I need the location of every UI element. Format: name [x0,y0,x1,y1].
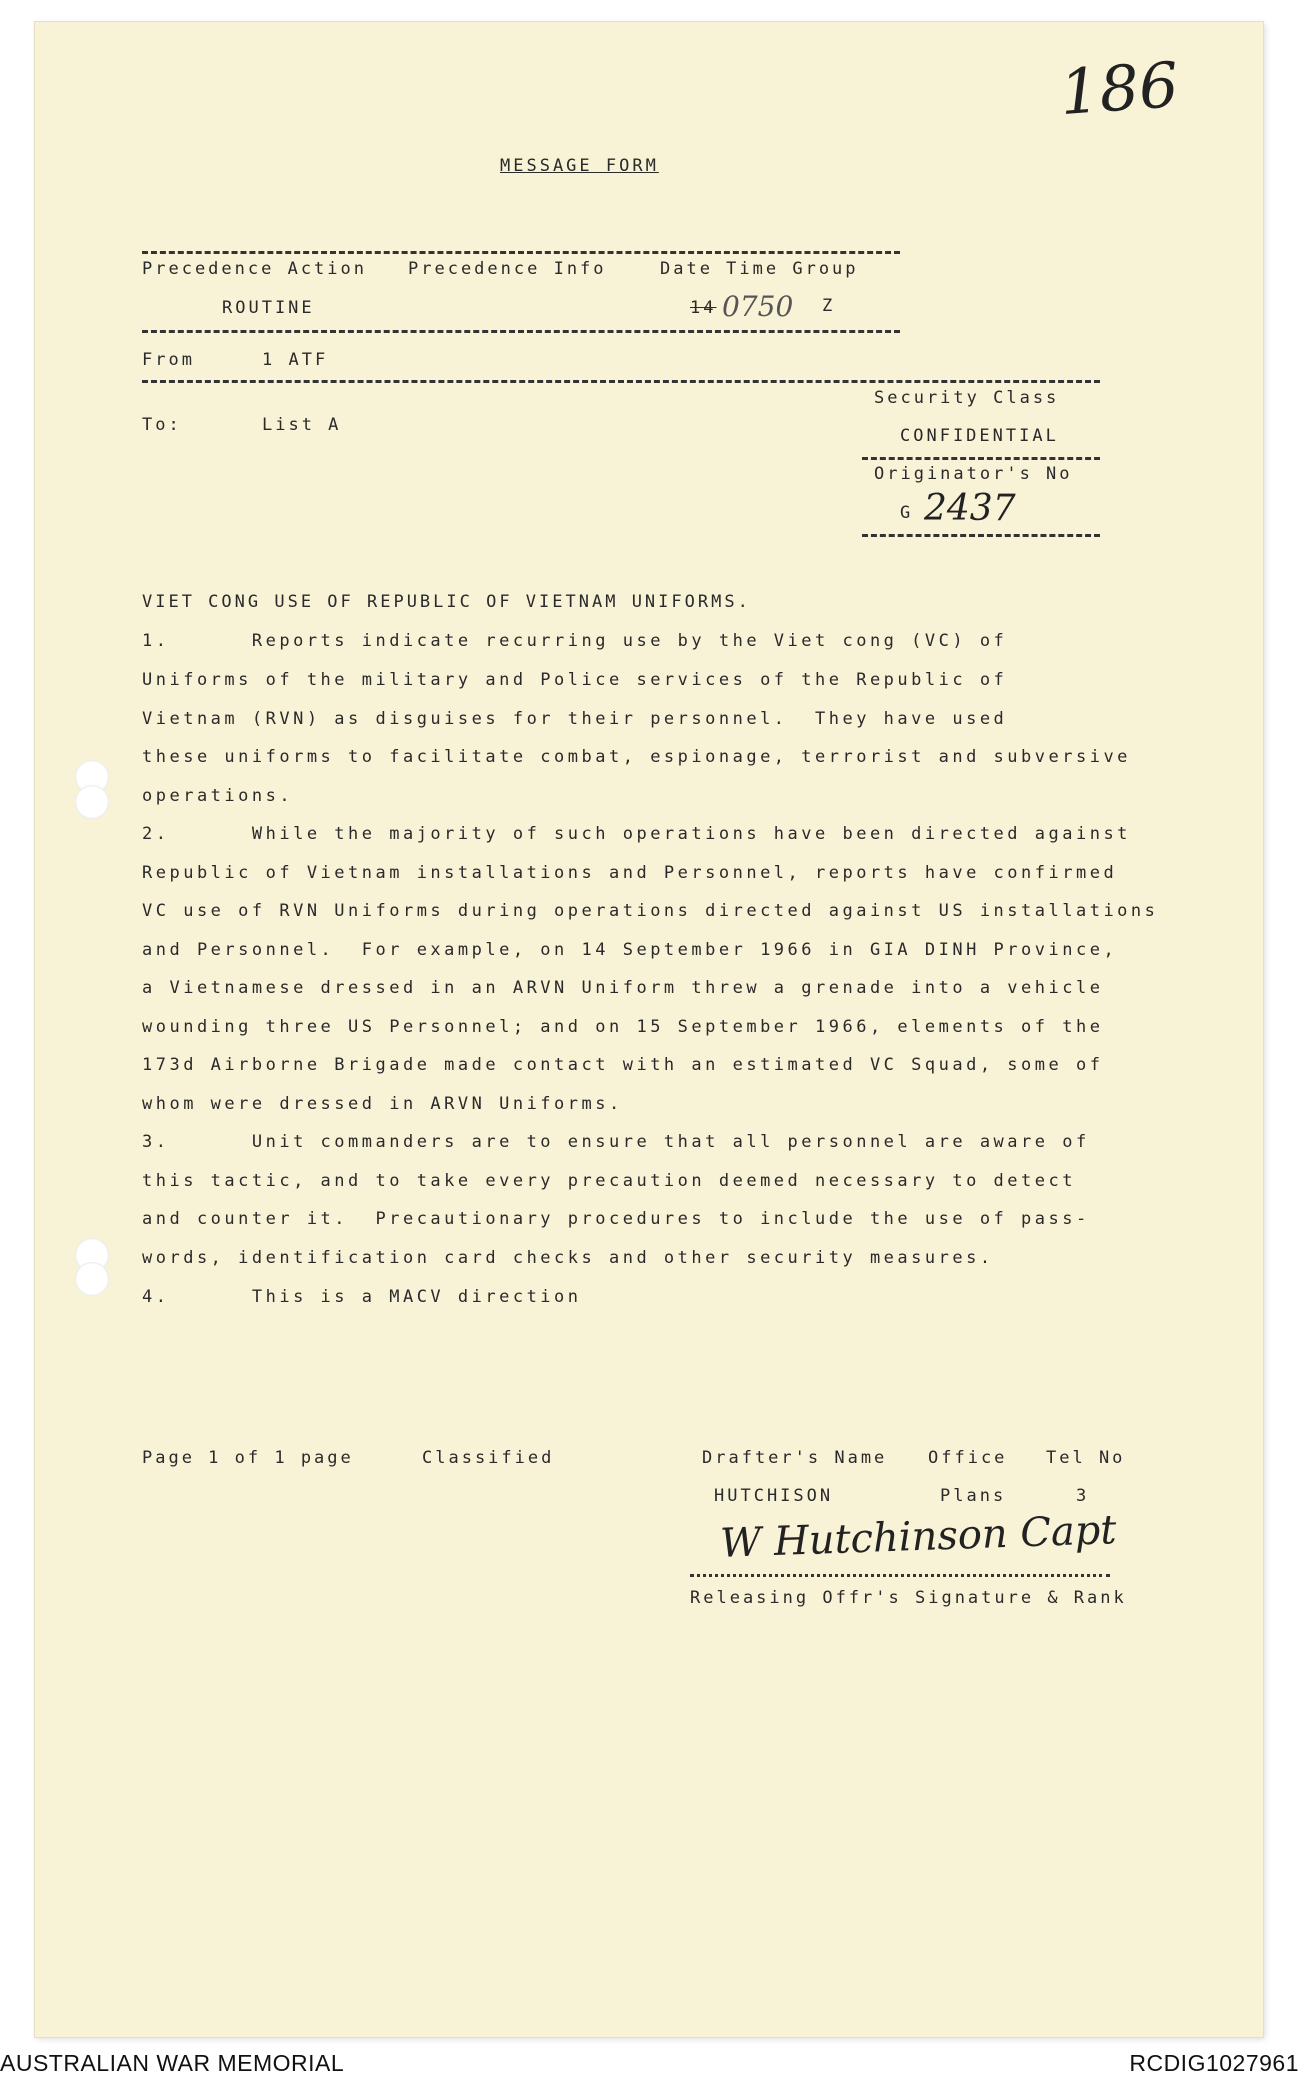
office-label: Office [928,1448,1008,1468]
releasing-officer-label: Releasing Offr's Signature & Rank [690,1588,1127,1608]
dtg-zone: Z [822,296,836,316]
dtg-day: 14 [690,298,717,318]
body-line: this tactic, and to take every precaution deemed necessary to detect [142,1171,1076,1191]
body-line: 3. Unit commanders are to ensure that all personnel are aware of [142,1132,1090,1152]
body-line: Republic of Vietnam installations and Personnel, reports have confirmed [142,863,1118,883]
signature: W Hutchinson Capt [719,1507,1118,1567]
handwritten-page-number: 186 [1057,47,1181,130]
divider-line [862,457,1100,460]
punch-hole-top-b [75,785,109,819]
to-label: To: [142,415,182,435]
body-line: a Vietnamese dressed in an ARVN Uniform threw a grenade into a vehicle [142,978,1104,998]
body-line: and Personnel. For example, on 14 September 1966 in GIA DINH Province, [142,940,1118,960]
tel-no-value: 3 [1076,1486,1090,1506]
precedence-info-label: Precedence Info [408,259,607,279]
tel-no-label: Tel No [1046,1448,1126,1468]
office-value: Plans [940,1486,1007,1506]
page-info: Page 1 of 1 page [142,1448,354,1468]
footer-institution: AUSTRALIAN WAR MEMORIAL [0,2050,345,2076]
subject-line: VIET CONG USE OF REPUBLIC OF VIETNAM UNIFORMS. [142,592,751,612]
body-line: 2. While the majority of such operations have been directed against [142,824,1131,844]
from-value: 1 ATF [262,350,329,370]
drafter-name-label: Drafter's Name [702,1448,888,1468]
drafter-name-value: HUTCHISON [714,1486,834,1506]
punch-hole-bottom-b [75,1262,109,1296]
precedence-action-label: Precedence Action [142,259,367,279]
divider-line [142,380,1100,383]
from-label: From [142,350,195,370]
security-class-label: Security Class [874,388,1060,408]
divider-line [142,330,900,333]
body-line: whom were dressed in ARVN Uniforms. [142,1094,623,1114]
body-line: these uniforms to facilitate combat, espionage, terrorist and subversive [142,747,1131,767]
dtg-time-handwritten: 0750 [722,290,794,323]
body-line: 4. This is a MACV direction [142,1287,582,1307]
body-line: Vietnam (RVN) as disguises for their personnel. They have used [142,709,1008,729]
form-title: MESSAGE FORM [500,156,659,176]
body-line: 173d Airborne Brigade made contact with an estimated VC Squad, some of [142,1055,1104,1075]
body-line: VC use of RVN Uniforms during operations directed against US installations [142,901,1159,921]
precedence-action-value: ROUTINE [222,298,315,318]
body-line: operations. [142,786,294,806]
body-line: words, identification card checks and other security measures. [142,1248,994,1268]
signature-line [690,1574,1110,1577]
body-line: wounding three US Personnel; and on 15 September 1966, elements of the [142,1017,1104,1037]
dtg-label: Date Time Group [660,259,859,279]
to-value: List A [262,415,342,435]
classified-label: Classified [422,1448,555,1468]
originator-prefix: G [900,503,914,523]
divider-line [142,251,900,254]
body-line: and counter it. Precautionary procedures to include the use of pass- [142,1209,1090,1229]
footer-record-id: RCDIG1027961 [1129,2050,1299,2076]
body-line: 1. Reports indicate recurring use by the Viet cong (VC) of [142,631,1008,651]
security-class-value: CONFIDENTIAL [900,426,1059,446]
divider-line [862,534,1100,537]
originator-number-handwritten: 2437 [924,488,1016,529]
originator-no-label: Originator's No [874,464,1073,484]
body-line: Uniforms of the military and Police services of the Republic of [142,670,1008,690]
